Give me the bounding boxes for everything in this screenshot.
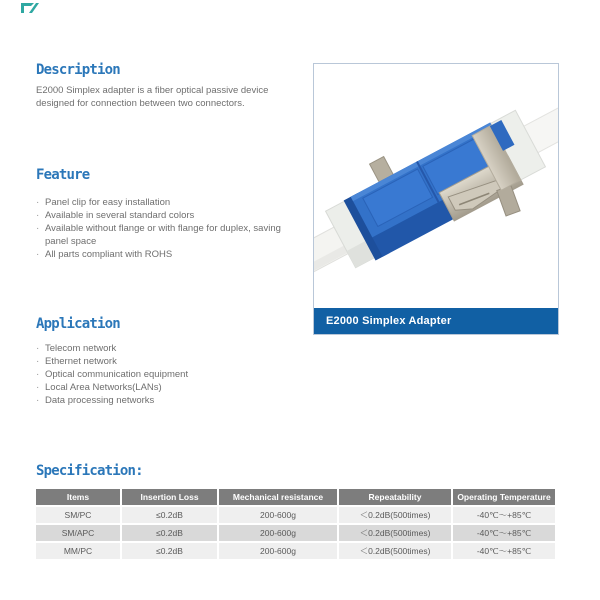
table-cell: -40℃～+85℃ (453, 507, 555, 523)
table-cell: ≤0.2dB (122, 507, 217, 523)
bullet-icon: · (36, 395, 40, 406)
bullet-icon: · (36, 197, 40, 208)
list-item-label: All parts compliant with ROHS (45, 249, 173, 260)
list-item (36, 368, 292, 381)
table-cell: 200-600g (219, 543, 337, 559)
table-cell: ≤0.2dB (122, 543, 217, 559)
list-item-label: Available without flange or with flange for duplex, saving panel space (45, 223, 281, 247)
list-item (36, 355, 292, 368)
table-cell: ＜0.2dB(500times) (339, 543, 451, 559)
bullet-icon: · (36, 369, 40, 380)
bullet-icon: · (36, 343, 40, 354)
list-item-label: Ethernet network (45, 356, 117, 367)
column-header: Mechanical resistance (219, 489, 337, 505)
table-cell: MM/PC (36, 543, 120, 559)
bullet-icon: · (36, 210, 40, 221)
bullet-icon: · (36, 356, 40, 367)
list-item-label: Optical communication equipment (45, 369, 189, 380)
table-cell: SM/APC (36, 525, 120, 541)
list-item (36, 196, 292, 209)
column-header: Repeatability (339, 489, 451, 505)
column-header: Insertion Loss (122, 489, 217, 505)
specification-heading: Specification: (36, 463, 143, 479)
description-body: E2000 Simplex adapter is a fiber optical passive device designed for connection between two connectors. (36, 85, 269, 109)
application-heading: Application (36, 316, 120, 332)
list-item-label: Local Area Networks(LANs) (45, 382, 162, 393)
list-item-label: Available in several standard colors (45, 210, 195, 221)
list-item (36, 381, 292, 394)
list-item (36, 248, 292, 261)
list-item-label: Data processing networks (45, 395, 155, 406)
table-cell: ＜0.2dB(500times) (339, 525, 451, 541)
list-item (36, 222, 292, 248)
bullet-icon: · (36, 249, 40, 260)
bullet-icon: · (36, 223, 40, 234)
brand-corner-icon (21, 3, 39, 13)
list-item (36, 209, 292, 222)
column-header: Items (36, 489, 120, 505)
bullet-icon: · (36, 382, 40, 393)
product-image (314, 64, 558, 308)
table-cell: 200-600g (219, 507, 337, 523)
column-header: Operating Temperature (453, 489, 555, 505)
table-cell: 200-600g (219, 525, 337, 541)
specification-table (36, 489, 555, 559)
list-item (36, 342, 292, 355)
list-item (36, 394, 292, 407)
application-list (36, 342, 292, 407)
table-cell: -40℃～+85℃ (453, 525, 555, 541)
product-figure (313, 63, 559, 335)
feature-heading: Feature (36, 167, 90, 183)
table-cell: SM/PC (36, 507, 120, 523)
product-caption: E2000 Simplex Adapter (314, 308, 558, 334)
table-cell: ＜0.2dB(500times) (339, 507, 451, 523)
list-item-label: Panel clip for easy installation (45, 197, 171, 208)
feature-list (36, 196, 292, 261)
table-cell: ≤0.2dB (122, 525, 217, 541)
list-item-label: Telecom network (45, 343, 117, 354)
table-cell: -40℃～+85℃ (453, 543, 555, 559)
description-heading: Description (36, 62, 120, 78)
